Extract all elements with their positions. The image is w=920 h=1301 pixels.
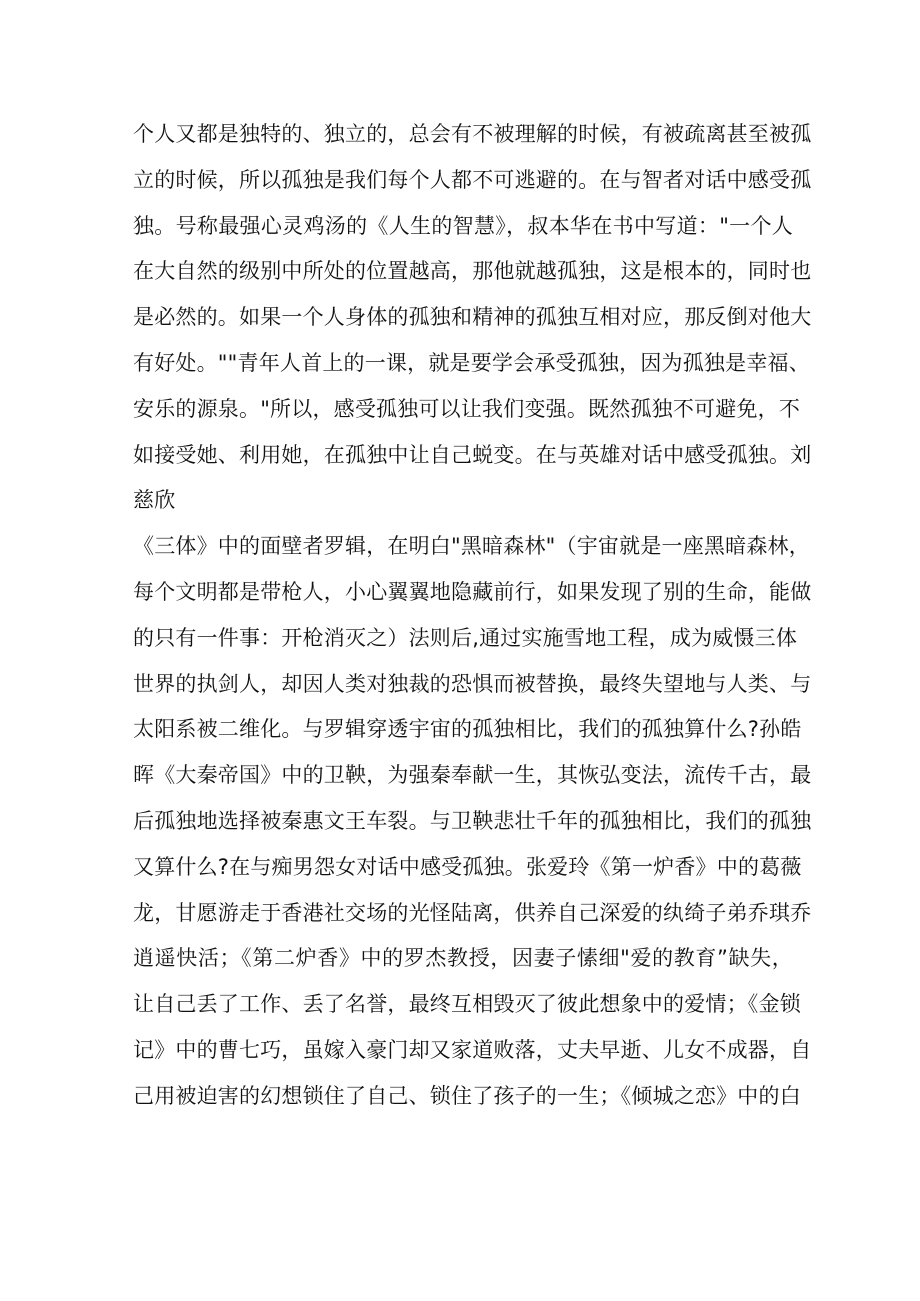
text-line: 逍遥快活；《第二炉香》中的罗杰教授，因妻子愫细"爱的教育”缺失， <box>133 946 793 971</box>
text-line: 让自己丢了工作、丢了名誉，最终互相毁灭了彼此想象中的爱情；《金锁 <box>133 992 801 1017</box>
text-line: 龙，甘愿游走于香港社交场的光怪陆离，供养自己深爱的纨绮子弟乔琪乔 <box>133 900 812 925</box>
text-line: 在大自然的级别中所处的位置越高，那他就越孤独，这是根本的，同时也 <box>133 259 812 284</box>
text-line: 是必然的。如果一个人身体的孤独和精神的孤独互相对应，那反倒对他大 <box>133 305 812 330</box>
text-line: 如接受她、利用她，在孤独中让自己蜕变。在与英雄对话中感受孤独。刘 <box>133 442 812 467</box>
text-line: 太阳系被二维化。与罗辑穿透宇宙的孤独相比，我们的孤独算什么?孙皓 <box>133 717 802 742</box>
paragraph-2 <box>133 524 812 1119</box>
text-line: 己用被迫害的幻想锁住了自己、锁住了孩子的一生；《倾城之恋》中的白 <box>133 1083 801 1108</box>
text-line: 记》中的曹七巧，虽嫁入豪门却又家道败落，丈夫早逝、儿女不成器，自 <box>133 1037 812 1062</box>
text-line: 安乐的源泉。"所以，感受孤独可以让我们变强。既然孤独不可避免，不 <box>133 396 801 421</box>
text-line: 晖《大秦帝国》中的卫鞅，为强秦奉献一生，其恢弘变法，流传千古，最 <box>133 763 812 788</box>
text-line: 个人又都是独特的、独立的，总会有不被理解的时候，有被疏离甚至被孤 <box>133 122 812 146</box>
body-text <box>133 112 812 1120</box>
text-line: 世界的执剑人，却因人类对独裁的恐惧而被替换，最终失望地与人类、与 <box>133 671 812 696</box>
text-line: 又算什么?在与痴男怨女对话中感受孤独。张爱玲《第一炉香》中的葛薇 <box>133 854 802 879</box>
text-line: 慈欣 <box>133 488 176 513</box>
text-line: 的只有一件事：开枪消灭之）法则后,通过实施雪地工程，成为威慑三体 <box>133 625 798 650</box>
text-line: 后孤独地选择被秦惠文王车裂。与卫鞅悲壮千年的孤独相比，我们的孤独 <box>133 808 812 833</box>
text-line: 立的时候，所以孤独是我们每个人都不可逃避的。在与智者对话中感受孤 <box>133 167 812 192</box>
text-line: 《三体》中的面壁者罗辑，在明白"黑暗森林"（宇宙就是一座黑暗森林， <box>133 534 810 559</box>
text-line: 有好处。""青年人首上的一课，就是要学会承受孤独，因为孤独是幸福、 <box>133 350 810 375</box>
text-line: 独。号称最强心灵鸡汤的《人生的智慧》，叔本华在书中写道："一个人 <box>133 213 793 238</box>
paragraph-1 <box>133 112 812 524</box>
text-line: 每个文明都是带枪人，小心翼翼地隐藏前行，如果发现了别的生命，能做 <box>133 579 812 604</box>
